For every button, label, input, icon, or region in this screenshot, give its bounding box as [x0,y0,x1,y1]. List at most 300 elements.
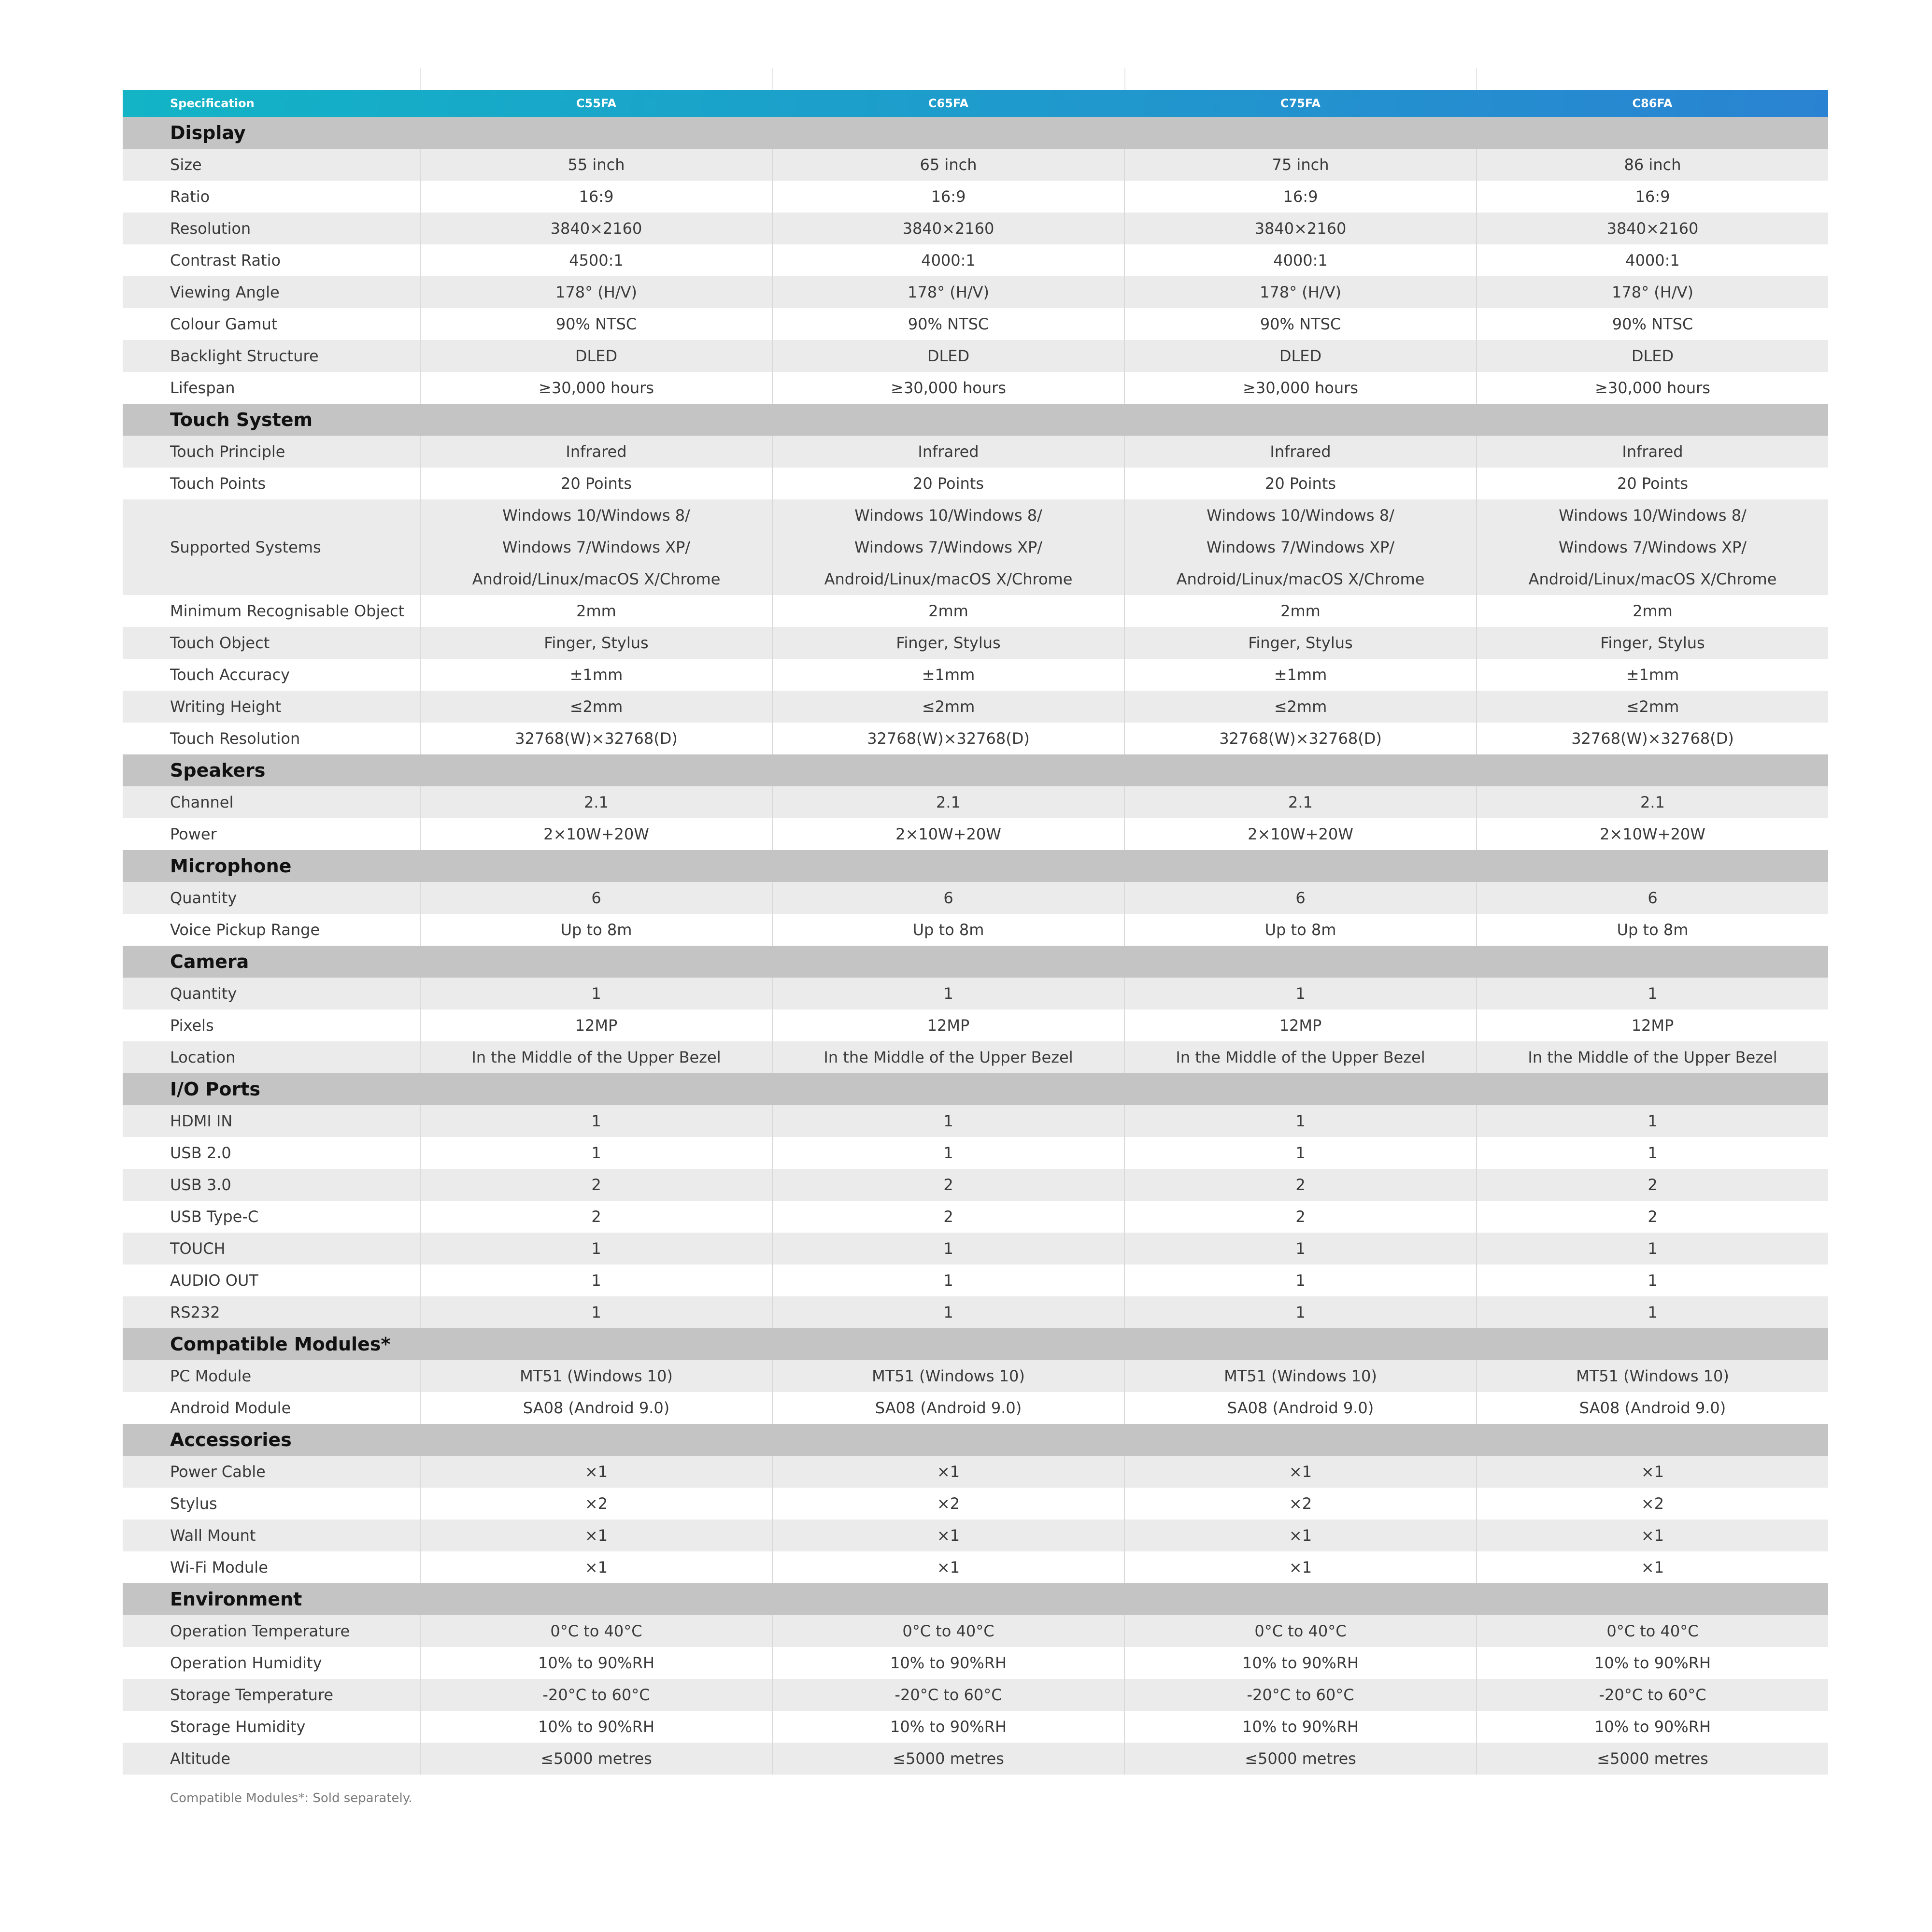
section-header-cell [1124,404,1477,436]
spec-value-c75fa: ×2 [1124,1488,1477,1520]
section-title: Environment [123,1583,420,1615]
table-row [123,659,1828,691]
spec-value-c86fa [1477,499,1828,595]
spec-value-c55fa: ≤2mm [420,691,772,723]
table-row [123,276,1828,308]
table-row [123,786,1828,818]
spec-value-c86fa: ×1 [1477,1520,1828,1551]
spec-value-c75fa: MT51 (Windows 10) [1124,1360,1477,1392]
section-header-cell [420,1328,772,1360]
table-row [123,1520,1828,1551]
section-header-cell [1124,754,1477,786]
spec-value-c86fa: 2×10W+20W [1477,818,1828,850]
section-title: Display [123,117,420,149]
spec-value-c86fa: DLED [1477,340,1828,372]
table-row [123,1009,1828,1041]
spec-value-c55fa: 1 [420,1105,772,1137]
spec-value-c75fa: ≤5000 metres [1124,1743,1477,1775]
spec-value-c86fa: Infrared [1477,436,1828,468]
spec-label: Operation Humidity [123,1647,420,1679]
spec-value-c65fa: ×1 [772,1456,1124,1488]
spec-label: Resolution [123,213,420,244]
spec-label: Location [123,1041,420,1073]
spec-value-c55fa: 16:9 [420,181,772,213]
spec-value-line: Windows 7/Windows XP/ [854,538,1043,556]
spec-value-c86fa: -20°C to 60°C [1477,1679,1828,1711]
spec-value-c55fa: 1 [420,1296,772,1328]
spec-label: Channel [123,786,420,818]
spec-value-c86fa: In the Middle of the Upper Bezel [1477,1041,1828,1073]
table-row [123,1264,1828,1296]
spec-label: Wi-Fi Module [123,1551,420,1583]
spec-value-c86fa: ≤2mm [1477,691,1828,723]
spec-value-c86fa: 1 [1477,1264,1828,1296]
spec-value-c75fa [1124,499,1477,595]
spec-value-c55fa: ×1 [420,1551,772,1583]
spec-value-c55fa: 1 [420,1137,772,1169]
spec-value-c65fa: In the Middle of the Upper Bezel [772,1041,1124,1073]
table-row [123,468,1828,499]
spec-value-c86fa: ±1mm [1477,659,1828,691]
spec-value-c65fa: 2×10W+20W [772,818,1124,850]
table-row [123,595,1828,627]
spec-value-c75fa: 1 [1124,978,1477,1009]
spec-value-line: Android/Linux/macOS X/Chrome [472,570,721,588]
spec-value-c75fa: 0°C to 40°C [1124,1615,1477,1647]
table-row [123,1679,1828,1711]
section-header-speakers [123,754,1828,786]
section-header-cell [1124,1583,1477,1615]
spec-value-c75fa: 1 [1124,1105,1477,1137]
section-header-cell [1124,1424,1477,1456]
spec-value-c86fa: 2 [1477,1201,1828,1233]
spec-value-c75fa: ≤2mm [1124,691,1477,723]
spec-value-c65fa: 6 [772,882,1124,914]
section-title: Microphone [123,850,420,882]
table-row [123,1360,1828,1392]
spec-value-c75fa: 4000:1 [1124,244,1477,276]
table-row [123,1041,1828,1073]
table-row [123,1488,1828,1520]
table-row [123,372,1828,404]
spec-value-c75fa: 6 [1124,882,1477,914]
section-header-environment [123,1583,1828,1615]
spec-value-line: Android/Linux/macOS X/Chrome [1176,570,1425,588]
spec-value-c86fa: Finger, Stylus [1477,627,1828,659]
section-header-cell [772,946,1124,978]
section-header-cell [420,117,772,149]
spec-label: USB 3.0 [123,1169,420,1201]
header-model-c65fa: C65FA [928,97,969,110]
spec-label: Touch Principle [123,436,420,468]
spec-value-c75fa: 1 [1124,1233,1477,1264]
spec-value-line: Windows 7/Windows XP/ [1558,538,1747,556]
spec-label: Voice Pickup Range [123,914,420,946]
spec-value-c86fa: 1 [1477,978,1828,1009]
spec-value-c75fa: 1 [1124,1137,1477,1169]
spec-value-c65fa: DLED [772,340,1124,372]
table-row [123,213,1828,244]
spec-label: Writing Height [123,691,420,723]
table-row [123,1647,1828,1679]
spec-value-c86fa: 1 [1477,1137,1828,1169]
table-row [123,818,1828,850]
spec-label: TOUCH [123,1233,420,1264]
header-model-c75fa: C75FA [1280,97,1321,110]
spec-value-c86fa: 10% to 90%RH [1477,1647,1828,1679]
spec-value-c86fa: 86 inch [1477,149,1828,181]
section-header-cell [420,1583,772,1615]
spec-value-c65fa: Up to 8m [772,914,1124,946]
section-title: Accessories [123,1424,420,1456]
spec-value-c75fa: 3840×2160 [1124,213,1477,244]
section-header-cell [1477,1583,1828,1615]
spec-value-c86fa: ×2 [1477,1488,1828,1520]
spec-label: Android Module [123,1392,420,1424]
table-row [123,978,1828,1009]
section-header-display [123,117,1828,149]
table-row [123,499,1828,595]
table-row [123,1233,1828,1264]
spec-value-c65fa: ≥30,000 hours [772,372,1124,404]
spec-value-c86fa: 2 [1477,1169,1828,1201]
spec-label: USB Type-C [123,1201,420,1233]
spec-value-c65fa: SA08 (Android 9.0) [772,1392,1124,1424]
spec-value-line: Windows 10/Windows 8/ [502,506,690,525]
spec-label: Touch Points [123,468,420,499]
table-row [123,181,1828,213]
spec-value-c75fa: Up to 8m [1124,914,1477,946]
spec-value-c65fa: ×1 [772,1551,1124,1583]
spec-value-c86fa: ≤5000 metres [1477,1743,1828,1775]
table-row [123,882,1828,914]
section-header-touch-system [123,404,1828,436]
spec-value-c55fa: ×1 [420,1456,772,1488]
spec-value-c65fa: MT51 (Windows 10) [772,1360,1124,1392]
section-header-cell [772,1424,1124,1456]
spec-value-c55fa: 1 [420,978,772,1009]
section-title: Compatible Modules* [123,1328,420,1360]
spec-label: Touch Object [123,627,420,659]
spec-value-c65fa: 12MP [772,1009,1124,1041]
spec-value-c75fa: 16:9 [1124,181,1477,213]
spec-value-c75fa: 2mm [1124,595,1477,627]
column-divider [1124,68,1125,90]
spec-value-line: Windows 7/Windows XP/ [502,538,691,556]
spec-value-c86fa: ×1 [1477,1551,1828,1583]
section-header-cell [1477,754,1828,786]
spec-value-c75fa: In the Middle of the Upper Bezel [1124,1041,1477,1073]
section-header-camera [123,946,1828,978]
spec-label: Backlight Structure [123,340,420,372]
spec-value-c75fa: ≥30,000 hours [1124,372,1477,404]
spec-value-c55fa: 10% to 90%RH [420,1647,772,1679]
spec-value-line: Windows 10/Windows 8/ [1207,506,1394,525]
spec-value-c55fa: 4500:1 [420,244,772,276]
spec-value-c65fa: ≤2mm [772,691,1124,723]
spec-value-c75fa: 12MP [1124,1009,1477,1041]
table-row [123,1296,1828,1328]
section-header-cell [1124,850,1477,882]
spec-value-c86fa: 0°C to 40°C [1477,1615,1828,1647]
table-row [123,340,1828,372]
spec-label: Storage Humidity [123,1711,420,1743]
table-row [123,1201,1828,1233]
section-header-cell [420,1424,772,1456]
spec-value-c55fa: ±1mm [420,659,772,691]
spec-value-c65fa: 1 [772,1264,1124,1296]
spec-value-c86fa: SA08 (Android 9.0) [1477,1392,1828,1424]
spec-value-c55fa: 178° (H/V) [420,276,772,308]
spec-value-c75fa: 1 [1124,1296,1477,1328]
section-header-compatible-modules [123,1328,1828,1360]
spec-value-c65fa: ×1 [772,1520,1124,1551]
spec-value-c86fa: 20 Points [1477,468,1828,499]
spec-value-c55fa: 2×10W+20W [420,818,772,850]
section-header-microphone [123,850,1828,882]
section-header-cell [772,754,1124,786]
section-header-cell [772,850,1124,882]
table-row [123,691,1828,723]
spec-value-line: Windows 7/Windows XP/ [1206,538,1395,556]
spec-value-c55fa: 1 [420,1233,772,1264]
section-title: Camera [123,946,420,978]
spec-value-c55fa: ×2 [420,1488,772,1520]
spec-label: PC Module [123,1360,420,1392]
spec-label: USB 2.0 [123,1137,420,1169]
section-header-cell [772,1583,1124,1615]
section-header-cell [1477,1424,1828,1456]
table-row [123,149,1828,181]
spec-value-c65fa: 1 [772,1137,1124,1169]
spec-label: Size [123,149,420,181]
spec-value-c55fa: 2 [420,1201,772,1233]
column-divider [1476,68,1477,90]
spec-value-c65fa: 2mm [772,595,1124,627]
spec-value-c55fa: In the Middle of the Upper Bezel [420,1041,772,1073]
header-spec-label: Specification [170,97,255,110]
section-header-cell [1477,850,1828,882]
spec-value-c75fa: 75 inch [1124,149,1477,181]
spec-value-c55fa: Infrared [420,436,772,468]
spec-value-c75fa: 2 [1124,1201,1477,1233]
spec-value-c55fa: 12MP [420,1009,772,1041]
spec-value-c75fa: 10% to 90%RH [1124,1711,1477,1743]
spec-value-c65fa: 0°C to 40°C [772,1615,1124,1647]
spec-value-c86fa: 16:9 [1477,181,1828,213]
spec-value-c75fa: 32768(W)×32768(D) [1124,723,1477,754]
section-title: I/O Ports [123,1073,420,1105]
spec-value-c75fa: 2×10W+20W [1124,818,1477,850]
section-header-cell [1124,117,1477,149]
spec-value-c65fa: 90% NTSC [772,308,1124,340]
spec-value-c55fa: DLED [420,340,772,372]
table-row [123,1137,1828,1169]
spec-value-line: Android/Linux/macOS X/Chrome [824,570,1073,588]
section-header-cell [1477,946,1828,978]
spec-value-c75fa: SA08 (Android 9.0) [1124,1392,1477,1424]
spec-value-c55fa: 2.1 [420,786,772,818]
spec-label: Quantity [123,978,420,1009]
spec-value-c86fa: 6 [1477,882,1828,914]
table-row [123,914,1828,946]
spec-value-c65fa: 1 [772,1233,1124,1264]
spec-value-c86fa: 1 [1477,1233,1828,1264]
section-header-cell [1477,1073,1828,1105]
section-title: Touch System [123,404,420,436]
header-model-c86fa: C86FA [1632,97,1673,110]
spec-value-c65fa: 4000:1 [772,244,1124,276]
spec-value-c86fa: ×1 [1477,1456,1828,1488]
spec-label: Ratio [123,181,420,213]
spec-value-c55fa: MT51 (Windows 10) [420,1360,772,1392]
section-header-i-o-ports [123,1073,1828,1105]
section-header-cell [772,404,1124,436]
table-row [123,1392,1828,1424]
spec-value-c86fa: MT51 (Windows 10) [1477,1360,1828,1392]
spec-value-c86fa: 10% to 90%RH [1477,1711,1828,1743]
table-row [123,1456,1828,1488]
spec-value-c65fa: ×2 [772,1488,1124,1520]
section-header-cell [1124,946,1477,978]
section-header-cell [772,117,1124,149]
spec-label: HDMI IN [123,1105,420,1137]
spec-value-line: Windows 10/Windows 8/ [1559,506,1747,525]
spec-value-c55fa: ≥30,000 hours [420,372,772,404]
spec-value-c75fa: ×1 [1124,1551,1477,1583]
spec-label: RS232 [123,1296,420,1328]
spec-label: Viewing Angle [123,276,420,308]
spec-value-c75fa: ±1mm [1124,659,1477,691]
spec-label: Quantity [123,882,420,914]
spec-label: Operation Temperature [123,1615,420,1647]
spec-value-c55fa: 6 [420,882,772,914]
spec-value-c55fa: ≤5000 metres [420,1743,772,1775]
spec-label: Touch Accuracy [123,659,420,691]
spec-label: Stylus [123,1488,420,1520]
spec-value-c75fa: 178° (H/V) [1124,276,1477,308]
section-header-cell [420,1073,772,1105]
spec-value-c55fa: 20 Points [420,468,772,499]
spec-label: Wall Mount [123,1520,420,1551]
spec-value-c55fa: 32768(W)×32768(D) [420,723,772,754]
spec-value-c55fa: 55 inch [420,149,772,181]
spec-value-c86fa: 3840×2160 [1477,213,1828,244]
table-row [123,1615,1828,1647]
table-row [123,723,1828,754]
spec-value-c65fa: 10% to 90%RH [772,1647,1124,1679]
spec-value-c65fa: 16:9 [772,181,1124,213]
spec-value-c55fa: 0°C to 40°C [420,1615,772,1647]
section-header-cell [420,850,772,882]
spec-label: Pixels [123,1009,420,1041]
spec-value-c65fa: 65 inch [772,149,1124,181]
spec-label: Power [123,818,420,850]
spec-value-c75fa: ×1 [1124,1520,1477,1551]
section-header-cell [420,946,772,978]
spec-value-c55fa: Finger, Stylus [420,627,772,659]
spec-value-c75fa: -20°C to 60°C [1124,1679,1477,1711]
spec-value-c65fa: Infrared [772,436,1124,468]
table-row [123,308,1828,340]
specification-table-body [123,90,1828,1775]
section-header-cell [420,754,772,786]
spec-label: Minimum Recognisable Object [123,595,420,627]
spec-value-c65fa: 2 [772,1169,1124,1201]
spec-label: Supported Systems [123,499,420,595]
spec-value-c75fa: 2.1 [1124,786,1477,818]
spec-value-c55fa: Up to 8m [420,914,772,946]
spec-value-c65fa: 178° (H/V) [772,276,1124,308]
spec-value-c65fa: 1 [772,978,1124,1009]
spec-label: Altitude [123,1743,420,1775]
spec-value-c86fa: 4000:1 [1477,244,1828,276]
spec-value-c65fa: 32768(W)×32768(D) [772,723,1124,754]
spec-value-c65fa: 2 [772,1201,1124,1233]
spec-value-c65fa: 1 [772,1296,1124,1328]
spec-value-c65fa: -20°C to 60°C [772,1679,1124,1711]
spec-value-c65fa: Finger, Stylus [772,627,1124,659]
spec-value-c75fa: Infrared [1124,436,1477,468]
spec-value-c86fa: 2.1 [1477,786,1828,818]
spec-value-c75fa: 2 [1124,1169,1477,1201]
spec-value-c75fa: ×1 [1124,1456,1477,1488]
section-title: Speakers [123,754,420,786]
spec-value-c55fa: -20°C to 60°C [420,1679,772,1711]
spec-value-line: Android/Linux/macOS X/Chrome [1528,570,1777,588]
table-row [123,1551,1828,1583]
spec-value-c55fa [420,499,772,595]
table-row [123,1169,1828,1201]
spec-value-c75fa: DLED [1124,340,1477,372]
spec-label: Power Cable [123,1456,420,1488]
spec-value-c86fa: 2mm [1477,595,1828,627]
spec-value-c65fa: 10% to 90%RH [772,1711,1124,1743]
column-divider [772,68,773,90]
spec-value-c86fa: 1 [1477,1296,1828,1328]
spec-value-c55fa: SA08 (Android 9.0) [420,1392,772,1424]
footnote: Compatible Modules*: Sold separately. [170,1791,412,1805]
spec-value-c65fa: 3840×2160 [772,213,1124,244]
spec-value-c75fa: 90% NTSC [1124,308,1477,340]
column-divider [420,68,421,90]
spec-value-c86fa: 32768(W)×32768(D) [1477,723,1828,754]
spec-value-c65fa: ≤5000 metres [772,1743,1124,1775]
spec-value-c65fa: 1 [772,1105,1124,1137]
section-header-cell [772,1328,1124,1360]
spec-label: Contrast Ratio [123,244,420,276]
spec-value-c86fa: ≥30,000 hours [1477,372,1828,404]
spec-value-c86fa: 178° (H/V) [1477,276,1828,308]
spec-value-c55fa: ×1 [420,1520,772,1551]
table-row [123,627,1828,659]
spec-value-c86fa: Up to 8m [1477,914,1828,946]
spec-label: Lifespan [123,372,420,404]
table-row [123,244,1828,276]
spec-value-c65fa [772,499,1124,595]
spec-value-c65fa: 20 Points [772,468,1124,499]
spec-label: AUDIO OUT [123,1264,420,1296]
spec-value-c86fa: 90% NTSC [1477,308,1828,340]
section-header-cell [772,1073,1124,1105]
spec-value-line: Windows 10/Windows 8/ [854,506,1042,525]
spec-value-c55fa: 2mm [420,595,772,627]
section-header-accessories [123,1424,1828,1456]
spec-value-c65fa: ±1mm [772,659,1124,691]
spec-value-c75fa: 1 [1124,1264,1477,1296]
spec-value-c55fa: 10% to 90%RH [420,1711,772,1743]
spec-value-c86fa: 1 [1477,1105,1828,1137]
